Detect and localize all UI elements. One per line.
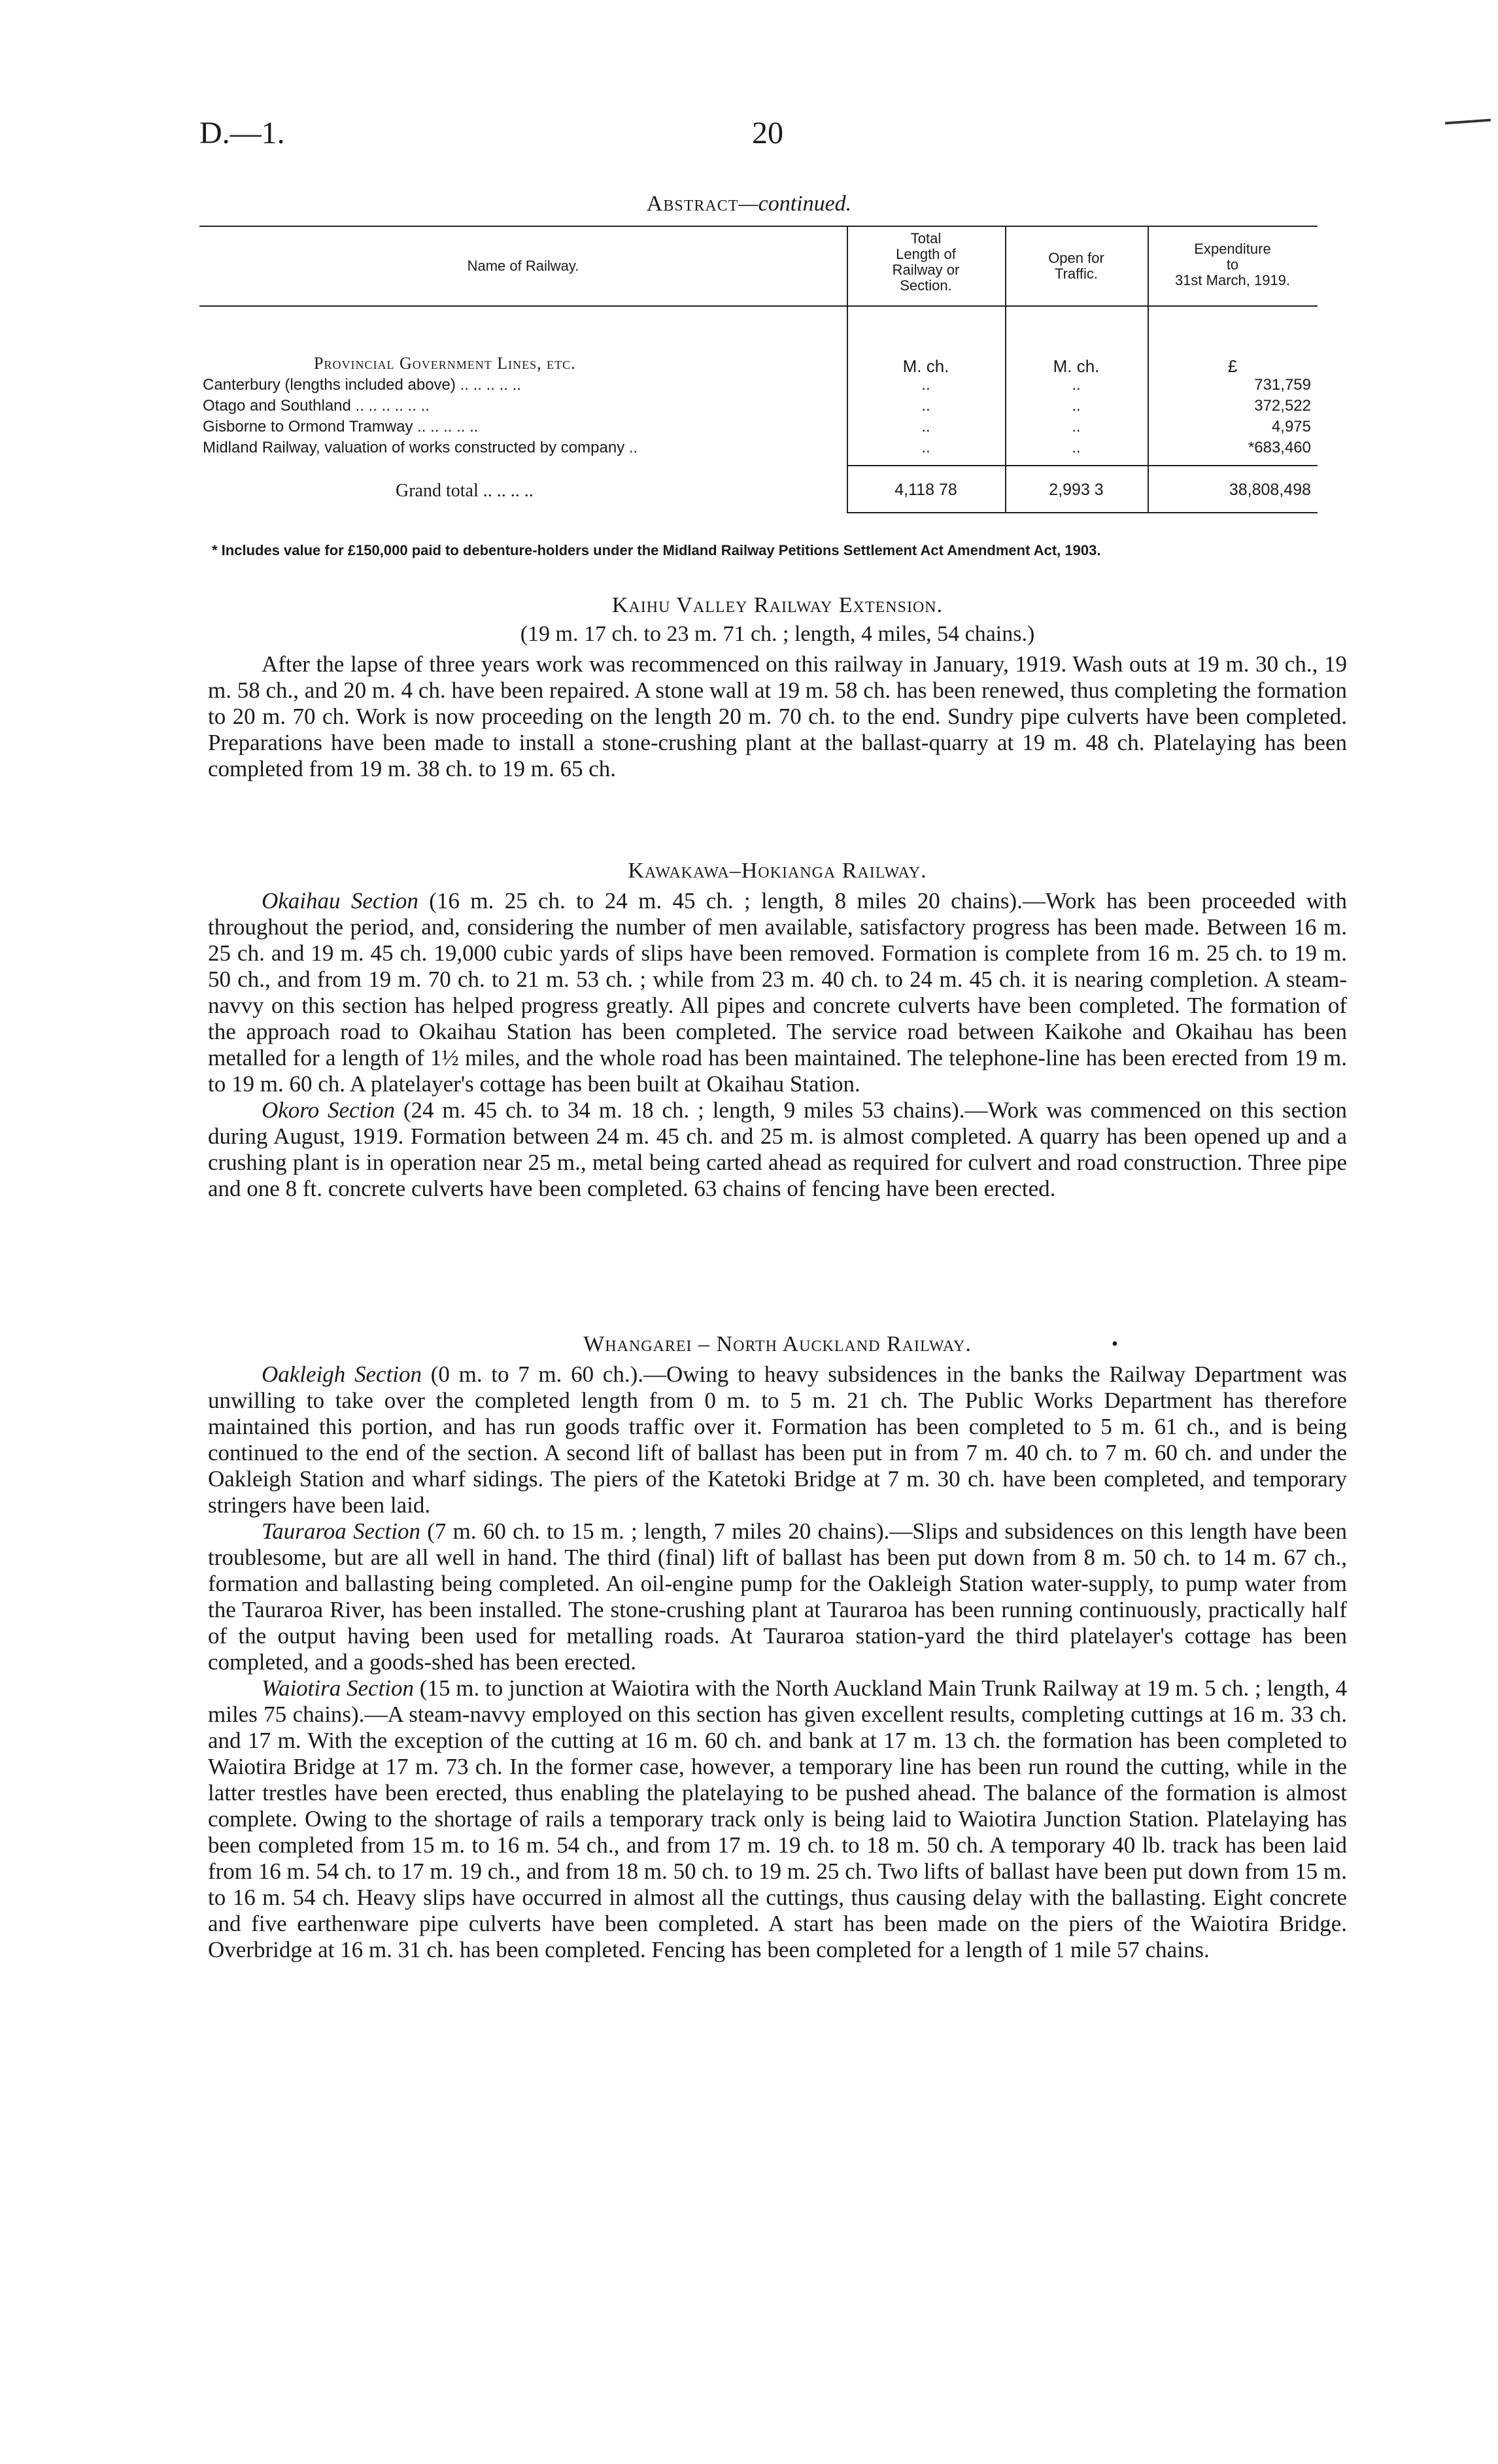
- total-top-rule: [847, 465, 1318, 466]
- group-heading: Provincial Government Lines, etc.: [314, 354, 576, 373]
- col-header-expenditure-line: Expenditure: [1194, 241, 1271, 257]
- oakleigh-section-name: Oakleigh Section: [262, 1361, 422, 1387]
- row-open: ..: [1072, 418, 1081, 436]
- okoro-section-name: Okoro Section: [262, 1097, 396, 1123]
- row-expenditure: 731,759: [1254, 376, 1311, 394]
- row-open: ..: [1072, 439, 1081, 456]
- tauraroa-text: (7 m. 60 ch. to 15 m. ; length, 7 miles 20 chains).—Slips and subsidences on this length have been troublesome, but are all well in hand. The third (final) lift of ballast has been put down from 8 m. 50 ch. to 14 m. 67 ch., formation and ballasting being completed. An oil-engine pump for the Oakleigh Station water-supply, to pump water from the Tauraroa River, has been installed. The stone-crushing plant at Tauraroa has been running continuously, practically half of the output having been used for metalling roads. At Tauraroa station-yard the third platelayer's cottage has been completed, and a goods-shed has been erected.: [208, 1518, 1348, 1675]
- tauraroa-section-name: Tauraroa Section: [262, 1518, 420, 1544]
- col-header-name: Name of Railway.: [467, 258, 579, 274]
- row-expenditure: *683,460: [1248, 439, 1311, 456]
- abstract-title-prefix: Abstract: [646, 192, 739, 216]
- table-header-rule: [199, 305, 1318, 307]
- unit-expenditure: £: [1227, 356, 1238, 376]
- col-header-open-line: Open for: [1048, 250, 1104, 266]
- col-header-length-line: Railway or: [892, 262, 960, 278]
- page-number: 20: [752, 116, 783, 150]
- row-open: ..: [1072, 397, 1081, 415]
- col-header-open: [1005, 250, 1148, 282]
- okaihau-section-name: Okaihau Section: [262, 888, 418, 914]
- abstract-table: [199, 226, 1318, 513]
- row-name: Midland Railway, valuation of works constructed by company ..: [203, 439, 638, 456]
- waiotira-section-name: Waiotira Section: [262, 1675, 415, 1701]
- col-header-open-line: Traffic.: [1054, 265, 1098, 282]
- corner-mark: [1445, 119, 1491, 125]
- kaihu-title: Kaihu Valley Railway Extension.: [611, 593, 944, 617]
- total-label: Grand total .. .. .. ..: [396, 481, 534, 501]
- whangarei-section: [208, 1331, 1347, 1963]
- waiotira-text: (15 m. to junction at Waiotira with the North Auckland Main Trunk Railway at 19 m. 5 ch. ; length, 4 miles 75 chains).—A steam-navvy employed on this section has given excellent results, completing cuttings at 16 m. 33 ch. and 17 m. With the exception of the cutting at 16 m. 60 ch. and bank at 17 m. 13 ch. the formation has been completed to Waiotira Bridge at 17 m. 73 ch. In the former case, however, a temporary line has been run round the cutting, while in the latter trestles have been erected, thus enabling the platelaying to be pushed ahead. The balance of the formation is almost complete. Owing to the shortage of rails a temporary track only is being laid to Waiotira Junction Station. Platelaying has been completed from 15 m. to 16 m. 54 ch., and from 17 m. 19 ch. to 18 m. 50 ch. A temporary 40 lb. track has been laid from 16 m. 54 ch. to 17 m. 19 ch., and from 18 m. 50 ch. to 19 m. 25 ch. Two lifts of ballast have been put down from 15 m. to 16 m. 54 ch. Heavy slips have occurred in almost all the cuttings, thus causing delay with the ballasting. Eight concrete and five earthenware pipe culverts have been completed. A start has been made on the piers of the Waiotira Bridge. Overbridge at 16 m. 31 ch. has been completed. Fencing has been completed for a length of 1 mile 57 chains.: [208, 1675, 1347, 1962]
- waiotira-paragraph: [208, 1675, 1347, 1963]
- kaihu-subtitle: (19 m. 17 ch. to 23 m. 71 ch. ; length, 4 miles, 54 chains.): [520, 622, 1035, 646]
- col-header-length-line: Total: [910, 230, 942, 247]
- col-header-length: [847, 231, 1005, 294]
- abstract-title-suffix: —continued.: [738, 192, 852, 216]
- okaihau-text: (16 m. 25 ch. to 24 m. 45 ch. ; length, 8 miles 20 chains).—Work has been proceeded with throughout the period, and, considering the number of men available, satisfactory progress has been made. Between 16 m. 25 ch. and 19 m. 45 ch. 19,000 cubic yards of slips have been removed. Formation is complete from 16 m. 25 ch. to 19 m. 50 ch., and from 19 m. 70 ch. to 21 m. 53 ch. ; while from 23 m. 40 ch. to 24 m. 45 ch. it is nearing completion. A steam-navvy on this section has helped progress greatly. All pipes and concrete culverts have been completed. The formation of the approach road to Okaihau Station has been completed. The service road between Kaikohe and Okaihau has been metalled for a length of 1½ miles, and the whole road has been maintained. The telephone-line has been erected from 19 m. to 19 m. 60 ch. A platelayer's cottage has been built at Okaihau Station.: [208, 888, 1347, 1097]
- unit-length: M. ch.: [902, 356, 949, 376]
- row-open: ..: [1072, 376, 1081, 394]
- table-footnote: * Includes value for £150,000 paid to debenture-holders under the Midland Railway Petitions Settlement Act Amendment Act, 1903.: [212, 542, 1101, 558]
- total-open: 2,993 3: [1049, 481, 1104, 499]
- kawakawa-title: Kawakawa–Hokianga Railway.: [628, 859, 927, 883]
- row-length: ..: [921, 376, 930, 394]
- document-id: D.—1.: [199, 116, 285, 150]
- col-header-expenditure-line: 31st March, 1919.: [1174, 272, 1291, 288]
- oakleigh-text: (0 m. to 7 m. 60 ch.).—Owing to heavy subsidences in the banks the Railway Department was unwilling to take over the completed length from 0 m. to 5 m. 21 ch. The Public Works Department has therefore maintained this portion, and has run goods traffic over it. Formation has been completed to 5 m. 61 ch., and is being continued to the end of the section. A second lift of ballast has been put in from 7 m. 40 ch. to 7 m. 60 ch. and under the Oakleigh Station and wharf sidings. The piers of the Katetoki Bridge at 7 m. 30 ch. have been completed, and temporary stringers have been laid.: [208, 1361, 1348, 1518]
- abstract-title: [0, 192, 1498, 216]
- row-name: Canterbury (lengths included above) .. .. .. .. ..: [203, 376, 521, 394]
- total-expenditure: 38,808,498: [1229, 481, 1311, 499]
- unit-open: M. ch.: [1053, 356, 1100, 376]
- whangarei-title: Whangarei – North Auckland Railway.: [583, 1332, 972, 1356]
- oakleigh-paragraph: [208, 1361, 1347, 1518]
- row-expenditure: 4,975: [1271, 418, 1311, 436]
- row-expenditure: 372,522: [1254, 397, 1311, 415]
- okoro-text: (24 m. 45 ch. to 34 m. 18 ch. ; length, 9 miles 53 chains).—Work was commenced on this section during August, 1919. Formation between 24 m. 45 ch. and 25 m. is almost completed. A quarry has been opened up and a crushing plant is in operation near 25 m., metal being carted ahead as required for culvert and road construction. Three pipe and one 8 ft. concrete culverts have been completed. 63 chains of fencing have been erected.: [208, 1097, 1347, 1201]
- col-header-length-line: Section.: [900, 277, 952, 294]
- okaihau-paragraph: [208, 888, 1347, 1097]
- tauraroa-paragraph: [208, 1518, 1347, 1675]
- col-header-length-line: Length of: [896, 246, 956, 262]
- kaihu-paragraph: After the lapse of three years work was recommenced on this railway in January, 1919. Wash outs at 19 m. 30 ch., 19 m. 58 ch., and 20 m. 4 ch. have been repaired. A stone wall at 19 m. 58 ch. has been renewed, thus completing the formation to 20 m. 70 ch. Work is now proceeding on the length 20 m. 70 ch. to the end. Sundry pipe culverts have been completed. Preparations have been made to install a stone-crushing plant at the ballast-quarry at 19 m. 48 ch. Platelaying has been completed from 19 m. 38 ch. to 19 m. 65 ch.: [208, 651, 1347, 781]
- kaihu-section: [208, 592, 1347, 782]
- total-bottom-rule: [847, 512, 1318, 513]
- col-header-expenditure: [1148, 241, 1318, 288]
- total-length: 4,118 78: [894, 481, 957, 499]
- row-length: ..: [921, 439, 930, 456]
- row-name: Otago and Southland .. .. .. .. .. ..: [203, 397, 430, 415]
- row-length: ..: [921, 418, 930, 436]
- kawakawa-section: [208, 858, 1347, 1202]
- col-header-expenditure-line: to: [1226, 256, 1239, 273]
- table-top-rule: [199, 226, 1318, 227]
- margin-dot: •: [1112, 1334, 1118, 1354]
- row-length: ..: [921, 397, 930, 415]
- row-name: Gisborne to Ormond Tramway .. .. .. .. ..: [203, 418, 479, 436]
- okoro-paragraph: [208, 1097, 1347, 1202]
